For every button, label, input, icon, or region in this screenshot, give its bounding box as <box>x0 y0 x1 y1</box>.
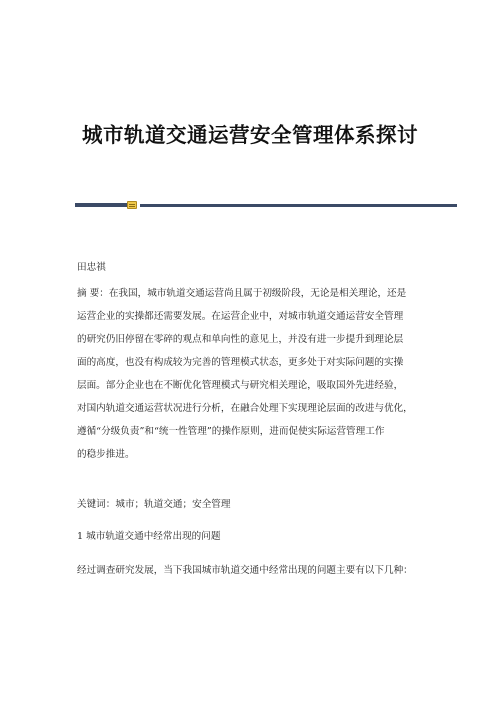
section-heading: 1 城市轨道交通中经常出现的问题 <box>77 531 221 542</box>
author-name: 田忠祺 <box>77 262 106 273</box>
section-intro: 经过调查研究发展，当下我国城市轨道交通中经常出现的问题主要有以下几种： <box>77 565 413 576</box>
abstract-line: 遵循“分级负责”和“统一性管理”的操作原则，进而促使实际运营管理工作 <box>77 426 385 437</box>
title-divider-left <box>75 203 127 207</box>
document-title: 城市轨道交通运营安全管理体系探讨 <box>82 123 418 147</box>
abstract-line: 的稳步推进。 <box>77 449 135 460</box>
abstract-line: 的研究仍旧停留在零碎的观点和单向性的意见上，并没有进一步提升到理论层 <box>77 334 404 345</box>
abstract-line: 对国内轨道交通运营状况进行分析，在融合处理下实现理论层面的改进与优化， <box>77 403 413 414</box>
title-divider-right <box>140 204 457 207</box>
keywords: 关键词：城市；轨道交通；安全管理 <box>77 499 231 510</box>
document-icon <box>127 201 137 209</box>
abstract-line: 运营企业的实操都还需要发展。在运营企业中，对城市轨道交通运营安全管理 <box>77 311 404 322</box>
abstract-line: 面的高度，也没有构成较为完善的管理模式状态，更多处于对实际问题的实操 <box>77 357 404 368</box>
abstract-line: 摘 要：在我国，城市轨道交通运营尚且属于初级阶段，无论是相关理论，还是 <box>77 288 407 299</box>
abstract-line: 层面。部分企业也在不断优化管理模式与研究相关理论，吸取国外先进经验， <box>77 380 404 391</box>
abstract <box>77 282 427 466</box>
